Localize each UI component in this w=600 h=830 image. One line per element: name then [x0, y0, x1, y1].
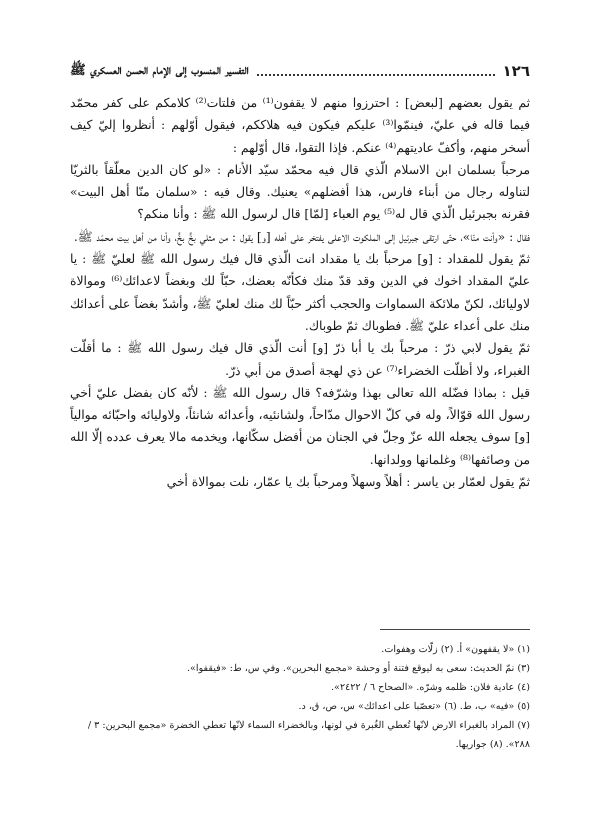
footnote: (١) «لا يقفهون» أ. (٢) زلّات وهفوات.	[381, 644, 530, 655]
paragraph: ثمّ يقول لعمّار بن ياسر : أهلاً وسهلاً ومرحباً بك يا عمّار، نلت بموالاة أخي	[166, 475, 530, 490]
paragraph: ثمّ يقول للمقداد : [و] مرحباً بك يا مقداد انت الّذي قال فيك رسول الله ﷺ لعليّ ﷺ : يا عليّ المقداد اخوك في الدين وقد قدّ منك فكأنّه بعضك، حبّاً لك وبغضاً لاعدائك⁽⁶⁾ وموالاة لاوليائك، لكنّ ملائكة السماوات والحجب أكثر حبّاً لك منك لعليّ ﷺ، وأشدّ بغضاً على أعدائك منك على أعداء عليّ ﷺ. فطوباك ثمّ طوباك.	[70, 252, 530, 333]
paragraph: ثمّ يقول لابي ذرّ : مرحباً بك يا أبا ذرّ [و] أنت الّذي قال فيك رسول الله ﷺ : ما أقلّت الغبراء، ولا أظلّت الخضراء⁽⁷⁾ عن ذي لهجة أصدق من أبي ذرّ.	[70, 341, 530, 378]
page-header	[70, 58, 530, 84]
footnotes	[70, 640, 530, 754]
footnote: (٥) «فيه» ب، ط. (٦) «تعصّبا على اعدائك» س، ص، ق، د.	[298, 701, 530, 712]
paragraph: قيل : بماذا فضّله الله تعالى بهذا وشرّفه؟ قال رسول الله ﷺ : لأنّه كان بفضل عليّ أخي رسول الله قوّالاً، وله في كلّ الاحوال مدّاحاً، ولشانئيه، وأعدائه شانئاً، ولاوليائه واحبّائه موالياً [و] سوف يجعله الله عزّ وجلّ في الجنان من أفضل سكّانها، ويخدمه مالا يعرف عدده إلّا الله من وصائفها⁽⁸⁾ وغلمانها وولدانها.	[70, 385, 530, 467]
header-divider	[257, 66, 495, 76]
footnote: (٣) نمّ الحديث: سعى به ليوقع فتنة أو وحشة «مجمع البحرين». وفي س، ط: «فيقفوا».	[186, 663, 530, 674]
footnote: (٧) المراد بالغبراء الارض لانّها تُعطي الغُبرة في لونها، وبالخضراء السماء لانّها تعطي الخضرة «مجمع البحرين: ٣ / ٢٨٨». (٨) جواريها.	[87, 720, 530, 750]
paragraph: مرحباً بسلمان ابن الاسلام الّذي قال فيه محمّد سيّد الأنام : «لو كان الدين معلّقاً بالثريّا لتناوله رجال من أبناء فارس، هذا أفضلهم» يعنيك. وقال فيه : «سلمان منّا أهل البيت» فقرنه بجبرئيل الّذي قال له⁽⁵⁾ يوم العباء [لمّا] قال لرسول الله ﷺ : وأنا منكم؟	[70, 162, 530, 222]
footnote: (٤) عادية فلان: ظلمه وشرّه. «الصحاح ٦ / ٢٤٢٢».	[331, 682, 530, 693]
page-number: ١٢٦	[502, 62, 530, 80]
footnote-rule	[380, 629, 530, 630]
running-title: التفسير المنسوب إلى الإمام الحسن العسكري ﷺ	[70, 62, 249, 78]
paragraph: فقال : «وأنت منّا»، حتّى ارتقى جبرئيل إلى الملكوت الاعلى يفتخر على أهله [و] يقول : من مثلي بخٍّ بخٍّ، وأنا من أهل بيت محمّد ﷺ.	[73, 229, 530, 244]
paragraph: ثم يقول بعضهم [لبعض] : احترزوا منهم لا يقفون⁽¹⁾ من فلتات⁽²⁾ كلامكم على كفر محمّد فيما قاله في عليّ، فينمّوا⁽³⁾ عليكم فيكون فيه هلاككم، فيقول أوّلهم : أنظروا إليّ كيف أسخر منهم، وأكفّ عاديتهم⁽⁴⁾ عنكم. فإذا التقوا، قال أوّلهم :	[70, 96, 531, 155]
body-text	[70, 92, 530, 493]
